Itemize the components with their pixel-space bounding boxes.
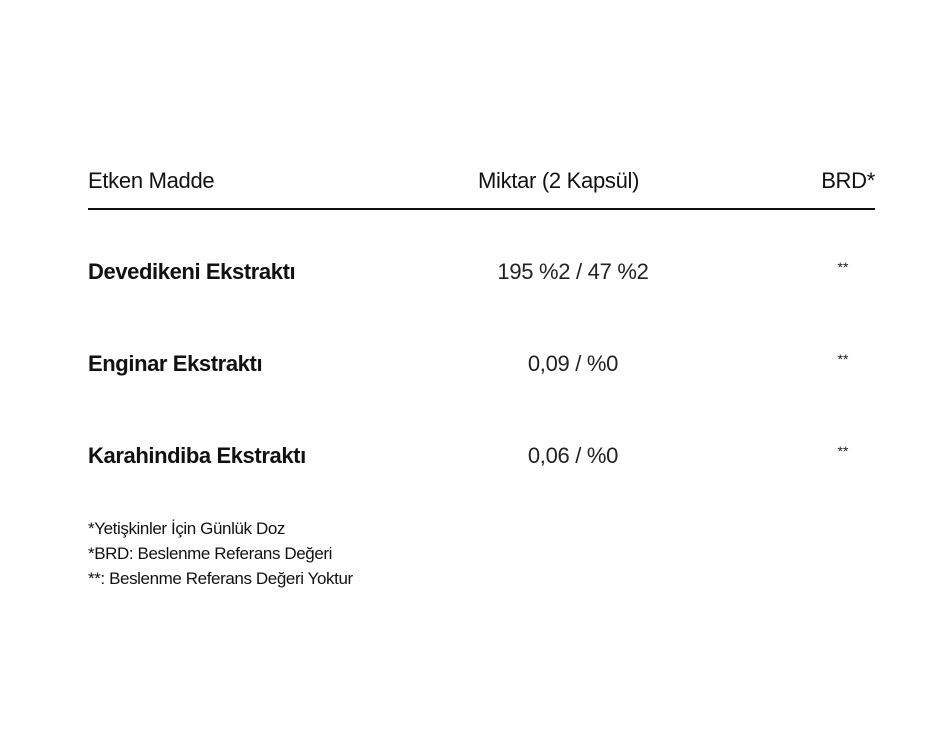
footnote-daily-dose: *Yetişkinler İçin Günlük Doz	[88, 519, 285, 538]
footnotes	[88, 516, 353, 591]
header-brd: BRD*	[821, 168, 875, 193]
ingredient-name: Karahindiba Ekstraktı	[88, 443, 306, 468]
ingredient-amount: 0,09 / %0	[527, 351, 619, 376]
footnote-brd-definition: *BRD: Beslenme Referans Değeri	[88, 544, 333, 563]
ingredient-amount: 195 %2 / 47 %2	[497, 259, 649, 284]
footnote-no-brd: **: Beslenme Referans Değeri Yoktur	[88, 569, 353, 588]
nutrition-table	[88, 164, 875, 486]
ingredient-name: Enginar Ekstraktı	[88, 351, 263, 376]
ingredient-brd: **	[837, 259, 849, 275]
header-amount: Miktar (2 Kapsül)	[478, 168, 640, 193]
table-row	[88, 209, 875, 301]
table-row	[88, 301, 875, 393]
ingredient-amount: 0,06 / %0	[527, 443, 619, 468]
ingredient-brd: **	[837, 351, 849, 367]
table-row	[88, 393, 875, 485]
table-body	[88, 209, 875, 485]
table-header	[88, 164, 875, 210]
header-ingredient: Etken Madde	[88, 168, 215, 193]
ingredient-name: Devedikeni Ekstraktı	[88, 259, 296, 284]
ingredient-brd: **	[837, 443, 849, 459]
